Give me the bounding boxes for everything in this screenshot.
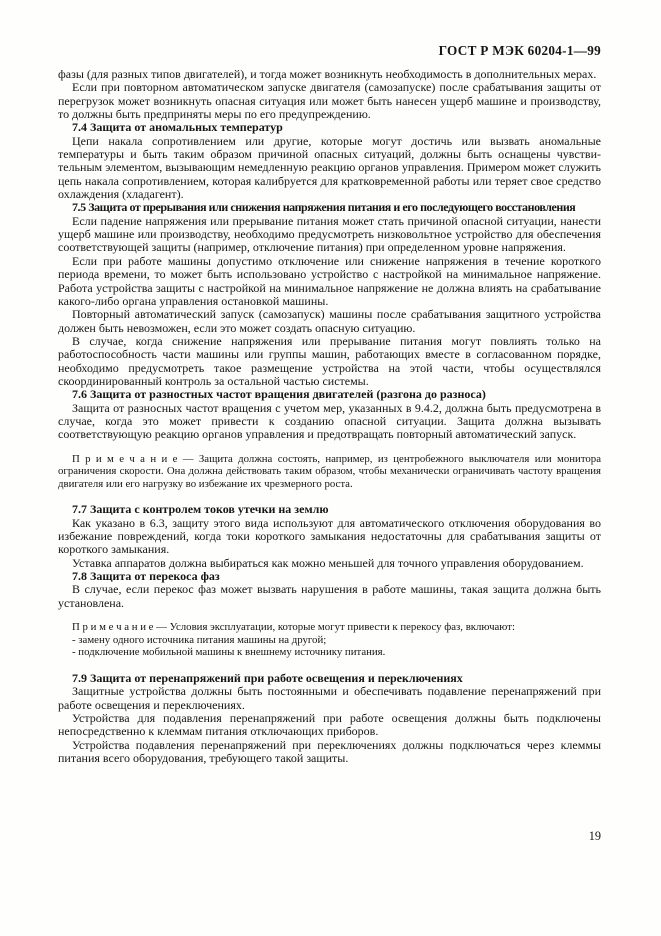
note-list-item: - замену одного источника питания машины на другой; bbox=[72, 633, 327, 646]
section-heading-7-5: 7.5 Защита от прерывания или снижения напряжения питания и его последующего восстановления bbox=[72, 200, 576, 215]
paragraph: Если при повторном автоматическом запуске двигателя (самозапуске) после срабатывания защиты от перегрузок может возникнуть опасная ситуация или может быть нанесен ущерб машине и производству, то должны быть предприняты меры по его предупреждению. bbox=[58, 80, 601, 122]
text-block bbox=[58, 68, 601, 765]
paragraph: Как указано в 6.3, защиту этого вида используют для автоматического отключения оборудования во избежание повреждений, когда токи короткого замыкания недостаточны для срабатывания защиты от короткого замыкания. bbox=[58, 515, 601, 557]
note-block bbox=[58, 621, 601, 659]
paragraph: В случае, когда снижение напряжения или прерывание питания могут повлиять только на работоспособность части машины или группы машин, работающих вместе в согласованном порядке, необходимо предусмотреть такое размещение устройства на этой части, чтобы осуществлялся скоординированный контроль за остальной частью системы. bbox=[58, 333, 601, 388]
note-list-item: - подключение мобильной машины к внешнему источнику питания. bbox=[72, 646, 386, 659]
note-line: П р и м е ч а н и е — Условия эксплуатации, которые могут привести к перекосу фаз, включают: bbox=[72, 621, 515, 634]
note-block: П р и м е ч а н и е — Защита должна состоять, например, из центробежного выключателя или монитора ограничения скорости. Она должна действовать таким образом, чтобы механически ограничивать частоту вращения двигателя или его нагрузку во избежание их чрезмерного роста. bbox=[58, 452, 601, 490]
paragraph: В случае, если перекос фаз может вызвать нарушения в работе машины, такая защита должна быть установлена. bbox=[58, 582, 601, 610]
section-heading-7-9: 7.9 Защита от перенапряжений при работе освещения и переключениях bbox=[72, 670, 463, 685]
paragraph: Цепи накала сопротивлением или другие, которые могут достичь или вызвать аномальные температуры и быть таким образом причиной опасных ситуаций, должны быть оснащены чувствительным элементом, вызывающим немедленную реакцию органов управления. Примером может служить цепь накала сопротивлением, которая калибруется для кратковременной работы или теряет свое средство охлаждения (хладагент). bbox=[58, 133, 601, 202]
section-heading-7-6: 7.6 Защита от разностных частот вращения двигателей (разгона до разноса) bbox=[72, 387, 486, 402]
paragraph-continuation: фазы (для разных типов двигателей), и тогда может возникнуть необходимость в дополнительных мерах. bbox=[58, 67, 597, 81]
paragraph: Если падение напряжения или прерывание питания может стать причиной опасной ситуации, нанести ущерб машине или производству, необходимо предусмотреть низковольтное устройство для обеспечения соответствующей защиты (например, отключение питания) при определенном уровне напряжения. bbox=[58, 213, 601, 255]
section-heading-7-8: 7.8 Защита от перекоса фаз bbox=[72, 569, 220, 584]
section-heading-7-4: 7.4 Защита от аномальных температур bbox=[72, 120, 283, 135]
paragraph: Устройства для подавления перенапряжений при работе освещения должны быть подключены непосредственно к клеммам питания отключающих приборов. bbox=[58, 710, 601, 739]
paragraph: Защитные устройства должны быть постоянными и обеспечивать подавление перенапряжений при работе освещения и переключениях. bbox=[58, 684, 601, 712]
paragraph: Повторный автоматический запуск (самозапуск) машины после срабатывания защитного устройства должен быть невозможен, если это может создать опасную ситуацию. bbox=[58, 307, 601, 335]
paragraph: Устройства подавления перенапряжений при переключениях должны подключаться через клеммы питания всего оборудования, требующего такой защиты. bbox=[58, 737, 601, 765]
paragraph: Защита от разносных частот вращения с учетом мер, указанных в 9.4.2, должна быть предусмотрена в случае, когда это может привести к созданию опасной ситуации. Защита должна вызывать соответствующую реакцию органов управления и предотвращать повторный автоматический запуск. bbox=[58, 400, 601, 442]
section-heading-7-7: 7.7 Защита с контролем токов утечки на землю bbox=[72, 502, 329, 517]
document-header: ГОСТ Р МЭК 60204-1—99 bbox=[438, 43, 601, 58]
paragraph: Уставка аппаратов должна выбираться как можно меньшей для точного управления оборудованием. bbox=[72, 555, 584, 570]
page-number: 19 bbox=[588, 829, 601, 843]
paragraph: Если при работе машины допустимо отключение или снижение напряжения в течение короткого периода времени, то может быть использовано устройство с настройкой на минимальное напряжение. Работа устройства защиты с настройкой на минимальное напряжение не должна влиять на срабатывание какого-либо органа управления остановкой машины. bbox=[58, 253, 601, 308]
